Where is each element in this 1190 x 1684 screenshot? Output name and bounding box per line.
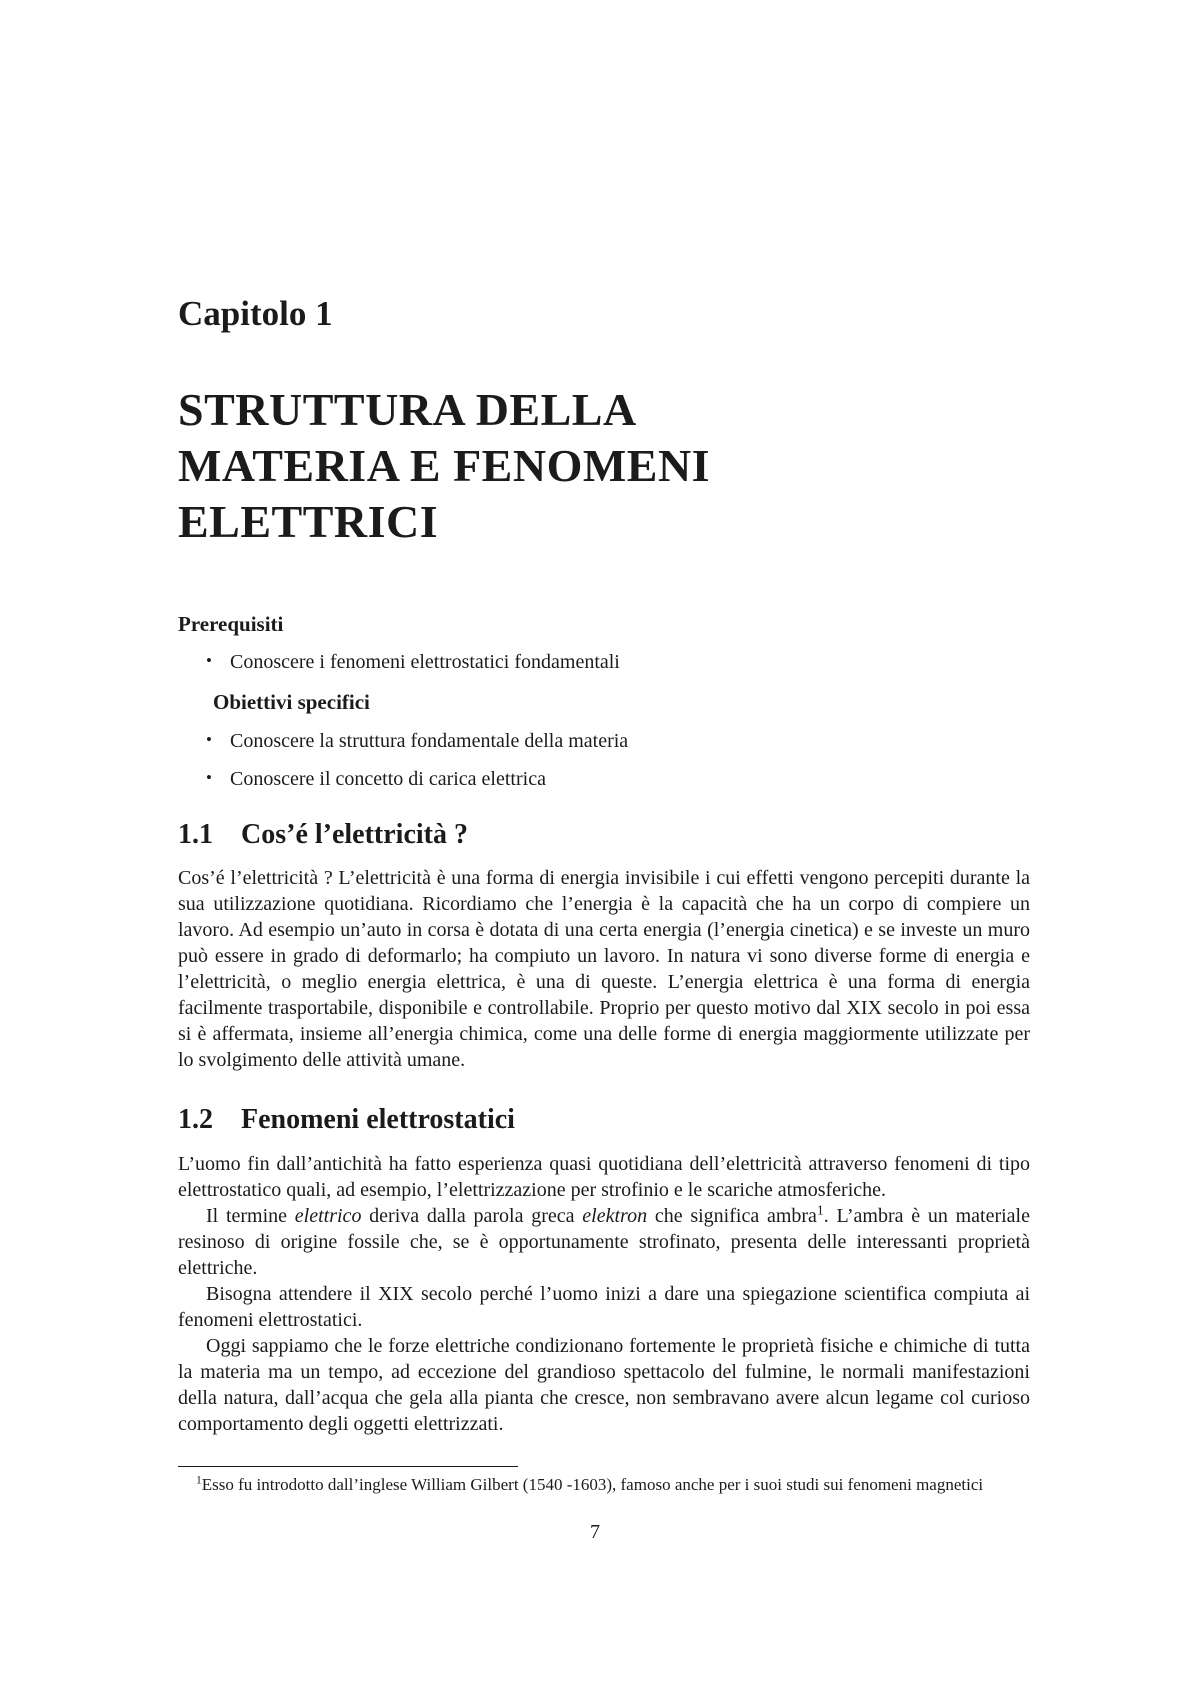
footnote-text — [178, 1474, 1030, 1495]
chapter-title — [178, 382, 1030, 550]
list-item-text: Conoscere i fenomeni elettrostatici fondamentali — [230, 651, 620, 674]
list-item — [178, 767, 1030, 792]
chapter-title-line-2: MATERIA E FENOMENI — [178, 440, 711, 492]
chapter-title-line-3: ELETTRICI — [178, 496, 439, 548]
section-number: 1.2 — [178, 1104, 213, 1136]
bullet-icon: • — [206, 651, 212, 671]
footnote — [178, 1466, 1030, 1495]
list-item-text: Conoscere la struttura fondamentale della materia — [230, 729, 629, 752]
paragraph: Cos’é l’elettricità ? L’elettricità è una forma di energia invisibile i cui effetti vengono percepiti durante la sua utilizzazione quotidiana. Ricordiamo che l’energia è la capacità che ha un corpo di compiere un lavoro. Ad esempio un’auto in corsa è dotata di una certa energia (l’energia cinetica) e se investe un muro può essere in grado di deformarlo; ha compiuto un lavoro. In natura vi sono diverse forme di energia e l’elettricità, o meglio energia elettrica, è una di queste. L’energia elettrica è una forma di energia facilmente trasportabile, disponibile e controllabile. Proprio per questo motivo dal XIX secolo in poi essa si è affermata, insieme all’energia chimica, come una delle forme di energia maggiormente utilizzate per lo svolgimento delle attività umane. — [178, 867, 1030, 1072]
footnote-number: 1 — [196, 1473, 202, 1487]
paragraph — [178, 1203, 1030, 1281]
list-item-text: Conoscere il concetto di carica elettrica — [230, 767, 546, 790]
section-heading-1-1 — [178, 818, 1030, 852]
list-item — [178, 650, 1030, 675]
section-heading-1-2 — [178, 1103, 1030, 1137]
paragraph-segment: che significa ambra — [647, 1204, 817, 1227]
paragraph-segment: . L’ambra è un materiale resinoso di origine fossile che, se è opportunamente strofinato, presenta delle interessanti proprietà elettriche. — [178, 1204, 1030, 1279]
page-number: 7 — [590, 1521, 600, 1543]
objectives-heading: Obiettivi specifici — [213, 690, 370, 715]
paragraph: Oggi sappiamo che le forze elettriche condizionano fortemente le proprietà fisiche e chimiche di tutta la materia ma un tempo, ad eccezione del grandioso spettacolo del fulmine, le normali manifestazioni della natura, dall’acqua che gela alla pianta che cresce, non sembravano avere alcun legame col curioso comportamento degli oggetti elettrizzati. — [178, 1334, 1030, 1435]
bullet-icon: • — [206, 729, 212, 749]
text-block — [178, 0, 1030, 1437]
paragraph-segment: Il termine — [206, 1204, 295, 1227]
section-title: Fenomeni elettrostatici — [241, 1104, 515, 1136]
italic-term: elektron — [582, 1204, 648, 1227]
paragraph-segment: deriva dalla parola greca — [361, 1204, 583, 1227]
section-number: 1.1 — [178, 818, 213, 850]
paragraph: L’uomo fin dall’antichità ha fatto esperienza quasi quotidiana dell’elettricità attraverso fenomeni di tipo elettrostatico quali, ad esempio, l’elettrizzazione per strofinio e le scariche atmosferiche. — [178, 1152, 1030, 1201]
bullet-icon: • — [206, 767, 212, 787]
prerequisites-heading: Prerequisiti — [178, 612, 284, 637]
chapter-label: Capitolo 1 — [178, 294, 333, 333]
italic-term: elettrico — [294, 1204, 362, 1227]
section-title: Cos’é l’elettricità ? — [241, 818, 468, 850]
chapter-title-line-1: STRUTTURA DELLA — [178, 384, 637, 436]
footnote-body: Esso fu introdotto dall’inglese William Gilbert (1540 -1603), famoso anche per i suoi studi sui fenomeni magnetici — [201, 1475, 984, 1494]
footnote-rule — [178, 1466, 518, 1467]
paragraph: Bisogna attendere il XIX secolo perché l’uomo inizi a dare una spiegazione scientifica compiuta ai fenomeni elettrostatici. — [178, 1282, 1030, 1331]
footnote-ref-marker: 1 — [816, 1202, 824, 1218]
list-item — [178, 729, 1030, 754]
